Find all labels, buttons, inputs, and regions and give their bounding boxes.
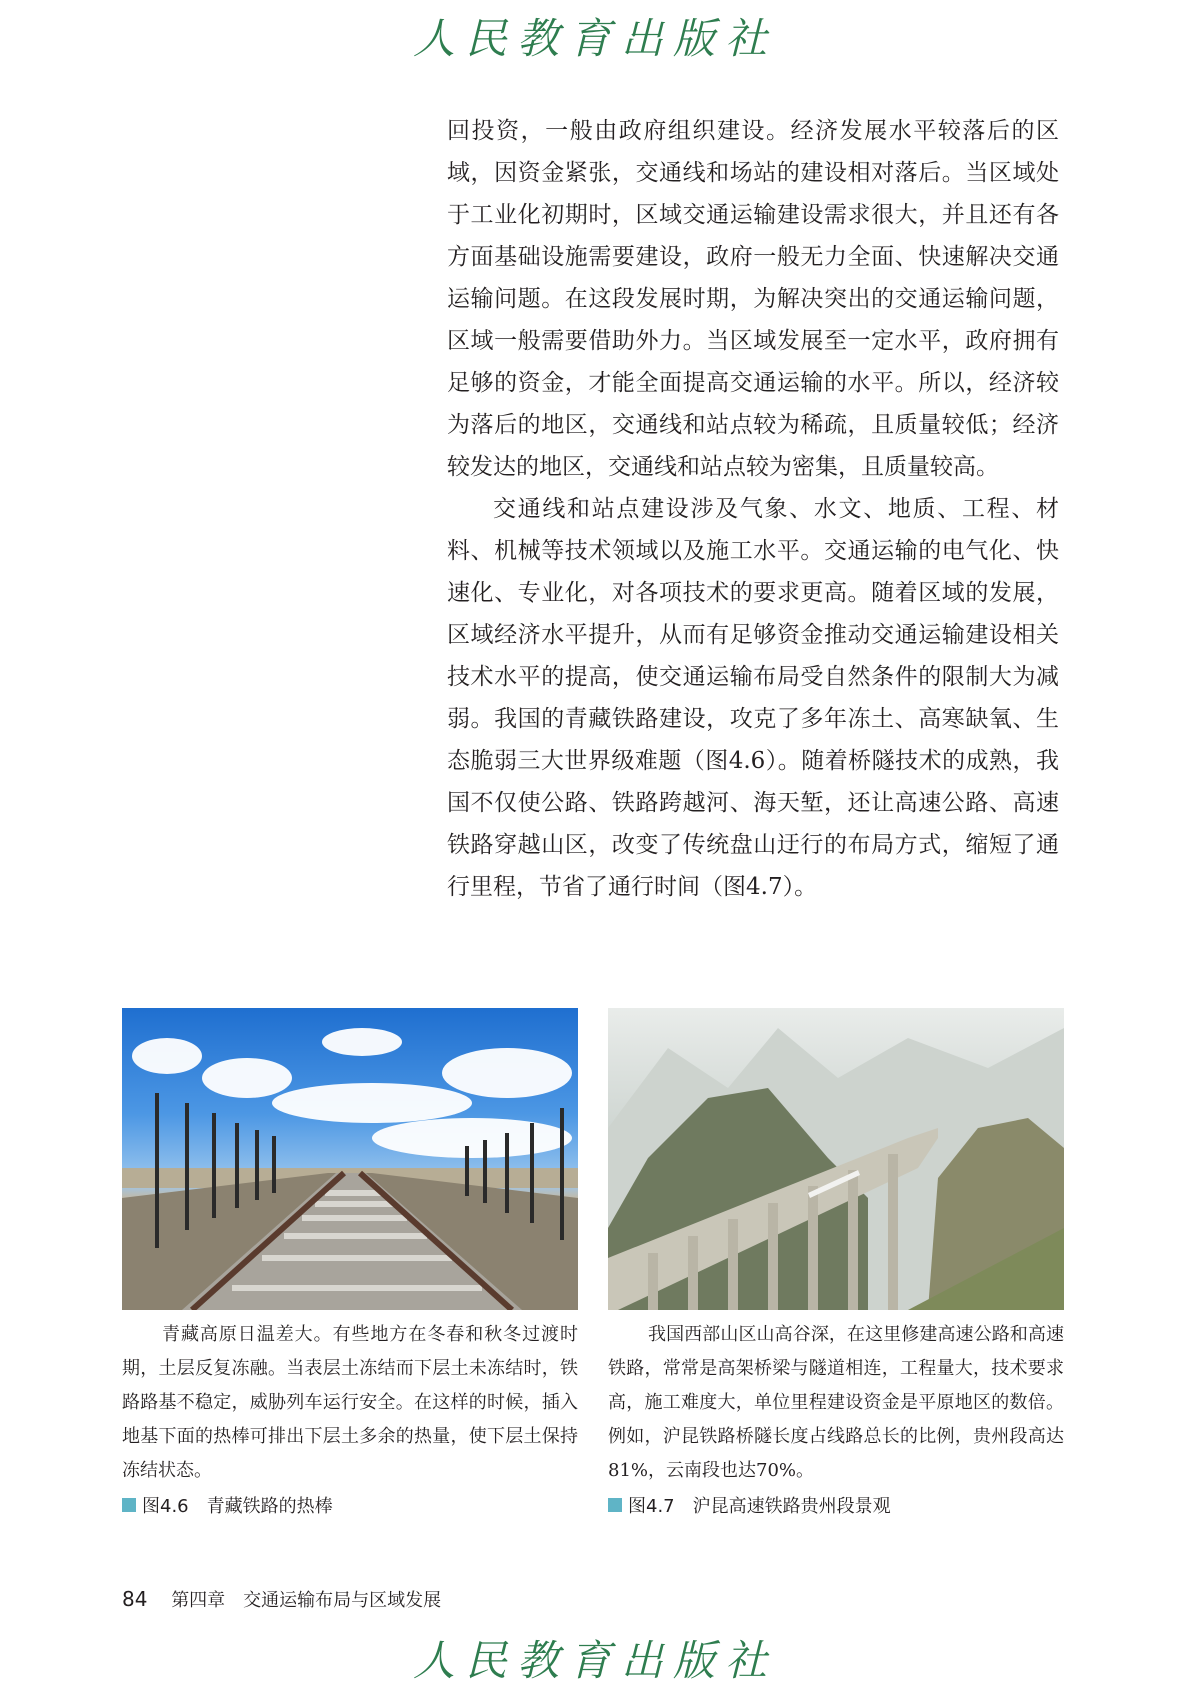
figure-4-6	[122, 1008, 578, 1518]
viaduct-landscape-graphic	[608, 1008, 1064, 1310]
figure-label	[122, 1492, 578, 1518]
figure-marker-icon	[608, 1498, 622, 1512]
page-number: 84	[122, 1587, 148, 1611]
page-footer	[122, 1586, 441, 1612]
railway-track-graphic	[122, 1008, 578, 1310]
figure-caption	[608, 1318, 1064, 1488]
caption-text: 青藏高原日温差大。有些地方在冬春和秋冬过渡时期，土层反复冻融。当表层土冻结而下层土未冻结时，铁路路基不稳定，威胁列车运行安全。在这样的时候，插入地基下面的热棒可排出下层土多余的热量，使下层土保持冻结状态。	[122, 1324, 578, 1481]
body-text	[447, 110, 1059, 908]
caption-text: 我国西部山区山高谷深，在这里修建高速公路和高速铁路，常常是高架桥梁与隧道相连，工程量大，技术要求高，施工难度大，单位里程建设资金是平原地区的数倍。例如，沪昆铁路桥隧长度占线路总长的比例，贵州段高达81%，云南段也达70%。	[608, 1324, 1064, 1481]
paragraph: 交通线和站点建设涉及气象、水文、地质、工程、材料、机械等技术领域以及施工水平。交通运输的电气化、快速化、专业化，对各项技术的要求更高。随着区域的发展，区域经济水平提升，从而有足够资金推动交通运输建设相关技术水平的提高，使交通运输布局受自然条件的限制大为减弱。我国的青藏铁路建设，攻克了多年冻土、高寒缺氧、生态脆弱三大世界级难题（图4.6）。随着桥隧技术的成熟，我国不仅使公路、铁路跨越河、海天堑，还让高速公路、高速铁路穿越山区，改变了传统盘山迂行的布局方式，缩短了通行里程，节省了通行时间（图4.7）。	[447, 496, 1059, 900]
publisher-watermark-bottom: 人民教育出版社	[412, 1636, 777, 1685]
figure-marker-icon	[122, 1498, 136, 1512]
figure-label-text: 图4.7 沪昆高速铁路贵州段景观	[628, 1496, 891, 1517]
figure-label-text: 图4.6 青藏铁路的热棒	[142, 1496, 333, 1517]
figure-label	[608, 1492, 1064, 1518]
chapter-title: 第四章 交通运输布局与区域发展	[171, 1590, 442, 1611]
qinghai-tibet-railway-photo	[122, 1008, 578, 1310]
guizhou-high-speed-railway-photo	[608, 1008, 1064, 1310]
figure-4-7	[608, 1008, 1064, 1518]
figure-caption	[122, 1318, 578, 1488]
paragraph: 回投资，一般由政府组织建设。经济发展水平较落后的区域，因资金紧张，交通线和场站的建设相对落后。当区域处于工业化初期时，区域交通运输建设需求很大，并且还有各方面基础设施需要建设，政府一般无力全面、快速解决交通运输问题。在这段发展时期，为解决突出的交通运输问题，区域一般需要借助外力。当区域发展至一定水平，政府拥有足够的资金，才能全面提高交通运输的水平。所以，经济较为落后的地区，交通线和站点较为稀疏，且质量较低；经济较发达的地区，交通线和站点较为密集，且质量较高。	[447, 118, 1059, 480]
publisher-watermark-top: 人民教育出版社	[412, 14, 777, 63]
